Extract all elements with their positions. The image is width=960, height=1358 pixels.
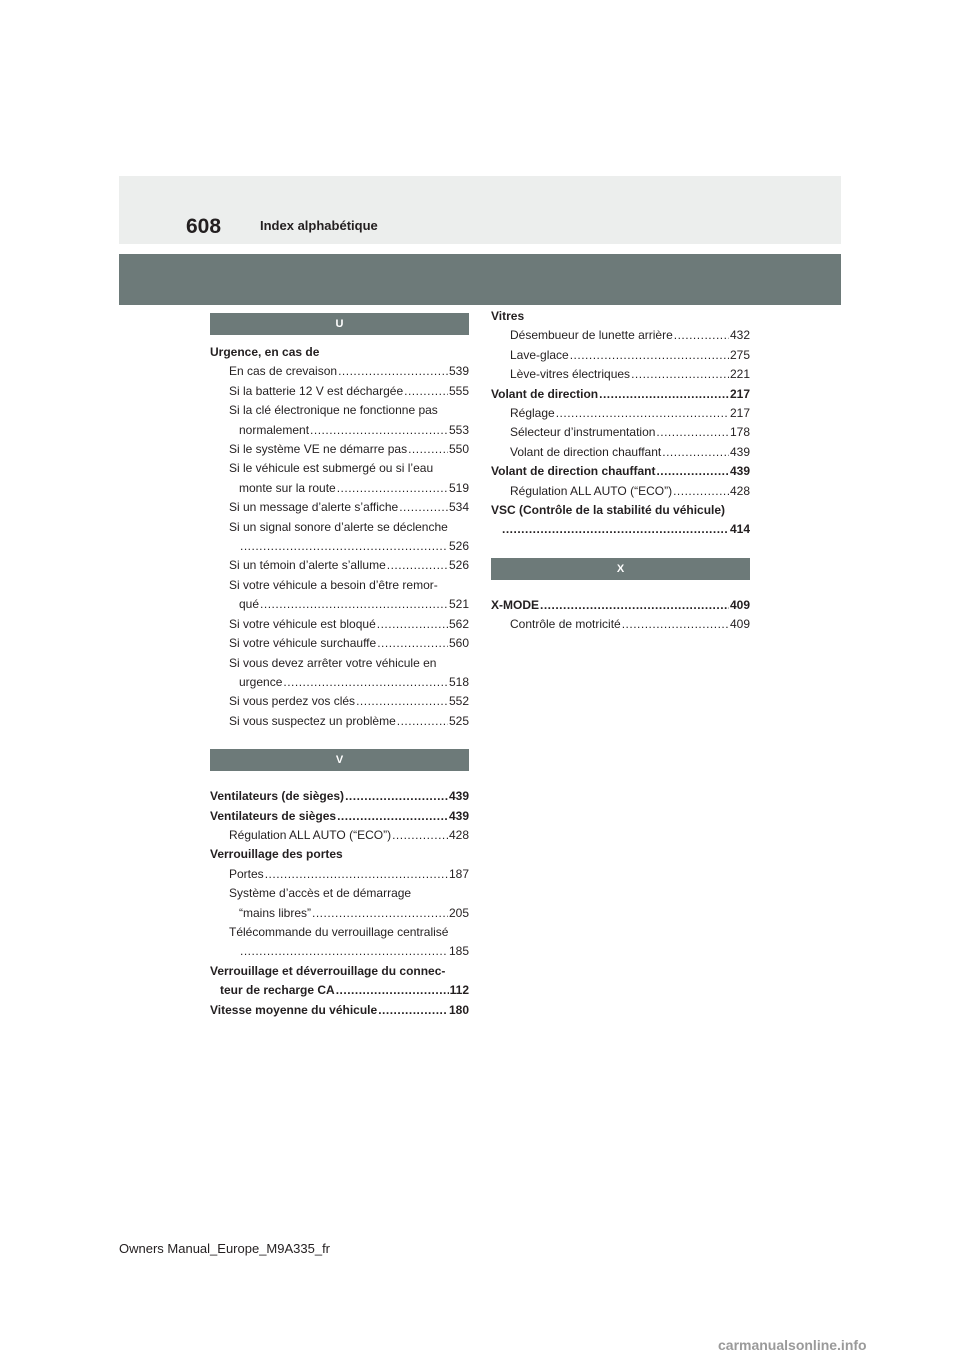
index-entry: [210, 421, 469, 440]
index-entry-text: X-MODE: [491, 597, 539, 612]
dot-leader: [404, 382, 448, 401]
index-entry: [491, 346, 750, 365]
dot-leader: [387, 556, 448, 575]
index-entry-page: 414: [729, 522, 750, 537]
index-entry-page: 525: [448, 713, 469, 728]
index-entry: [491, 365, 750, 384]
index-entry-list: [210, 787, 469, 1020]
index-entry: [210, 923, 469, 942]
dot-leader: [540, 596, 729, 615]
index-entry-page: 552: [448, 694, 469, 709]
index-entry: [210, 826, 469, 845]
index-entry-text: Système d’accès et de démarrage: [229, 886, 412, 901]
header-dark-band: [119, 254, 841, 305]
index-entry-page: 526: [448, 539, 469, 554]
letter-heading: V: [210, 749, 469, 771]
dot-leader: [399, 498, 448, 517]
index-entry-page: 112: [449, 983, 469, 998]
index-entry-page: 428: [448, 827, 469, 842]
index-entry-page: 550: [448, 442, 469, 457]
index-entry-page: 275: [729, 347, 750, 362]
index-entry-text: En cas de crevaison: [229, 364, 338, 379]
dot-leader: [378, 1001, 448, 1020]
dot-leader: [345, 787, 448, 806]
index-entry-page: 439: [448, 808, 469, 823]
index-entry-text: Urgence, en cas de: [210, 345, 320, 359]
dot-leader: [312, 904, 448, 923]
dot-leader: [260, 595, 448, 614]
index-entry-text: Réglage: [510, 406, 555, 421]
index-entry-page: 185: [448, 944, 469, 959]
index-entry-text: teur de recharge CA: [220, 983, 335, 998]
index-entry-page: 439: [729, 464, 750, 479]
index-entry-text: Sélecteur d’instrumentation: [510, 425, 656, 440]
letter-heading: U: [210, 313, 469, 335]
index-entry-page: 217: [729, 406, 750, 421]
dot-leader: [397, 712, 448, 731]
index-entry-page: 432: [729, 328, 750, 343]
index-entry: [210, 1001, 469, 1020]
index-entry-page: 409: [729, 617, 750, 632]
index-entry-page: 205: [448, 905, 469, 920]
index-entry-text: Vitesse moyenne du véhicule: [210, 1002, 378, 1017]
index-column-right: [491, 307, 750, 635]
dot-leader: [622, 615, 729, 634]
index-entry: [210, 904, 469, 923]
index-entry: [491, 596, 750, 615]
index-entry: [491, 307, 750, 326]
index-entry: [210, 459, 469, 478]
dot-leader: [502, 520, 729, 539]
index-entry-text: Lave-glace: [510, 347, 569, 362]
index-entry-page: 428: [729, 483, 750, 498]
index-entry-list: [491, 307, 750, 540]
dot-leader: [310, 421, 448, 440]
index-entry-text: Télécommande du verrouillage centralisé: [229, 924, 449, 939]
index-entry: [210, 865, 469, 884]
index-entry: [210, 479, 469, 498]
dot-leader: [337, 479, 448, 498]
index-entry-text: Verrouillage et déverrouillage du connec-: [210, 963, 446, 978]
index-entry: [491, 385, 750, 404]
index-entry: [210, 595, 469, 614]
index-entry-text: Si vous suspectez un problème: [229, 713, 396, 728]
index-entry: [491, 520, 750, 539]
index-entry: [210, 673, 469, 692]
page-number: 608: [186, 215, 222, 238]
index-entry: [491, 482, 750, 501]
index-entry-text: Si votre véhicule surchauffe: [229, 636, 377, 651]
index-entry-page: 439: [729, 444, 750, 459]
index-entry-text: urgence: [239, 674, 283, 689]
dot-leader: [240, 537, 448, 556]
index-entry-text: Portes: [229, 866, 264, 881]
letter-heading: X: [491, 558, 750, 580]
dot-leader: [356, 692, 448, 711]
dot-leader: [392, 826, 448, 845]
index-entry-page: 217: [729, 386, 750, 401]
index-entry: [210, 518, 469, 537]
index-entry: [210, 615, 469, 634]
dot-leader: [283, 673, 448, 692]
index-entry: [210, 556, 469, 575]
index-entry-text: Si vous devez arrêter votre véhicule en: [229, 655, 437, 670]
dot-leader: [377, 634, 448, 653]
dot-leader: [265, 865, 448, 884]
index-entry: [491, 501, 750, 520]
index-entry: [210, 981, 469, 1000]
index-entry: [210, 692, 469, 711]
dot-leader: [662, 443, 729, 462]
dot-leader: [674, 326, 729, 345]
watermark[interactable]: carmanualsonline.info: [718, 1337, 867, 1353]
index-entry-page: 560: [448, 636, 469, 651]
index-entry-page: 534: [448, 500, 469, 515]
dot-leader: [240, 942, 448, 961]
dot-leader: [377, 615, 448, 634]
index-entry: [210, 942, 469, 961]
index-entry-page: 180: [448, 1002, 469, 1017]
index-entry: [210, 576, 469, 595]
index-entry-page: 539: [448, 364, 469, 379]
index-entry-text: “mains libres”: [239, 905, 312, 920]
index-entry-text: Si votre véhicule a besoin d’être remor-: [229, 577, 438, 592]
dot-leader: [337, 807, 448, 826]
index-entry-text: Volant de direction: [491, 386, 599, 401]
index-entry: [210, 807, 469, 826]
index-entry-page: 221: [729, 367, 750, 382]
index-entry: [210, 884, 469, 903]
index-entry-text: Contrôle de motricité: [510, 617, 621, 632]
index-entry-text: Si un signal sonore d’alerte se déclenche: [229, 519, 448, 534]
dot-leader: [656, 462, 729, 481]
index-entry: [491, 326, 750, 345]
dot-leader: [336, 981, 449, 1000]
index-entry: [210, 362, 469, 381]
dot-leader: [631, 365, 729, 384]
index-entry: [210, 654, 469, 673]
index-entry-text: Si le système VE ne démarre pas: [229, 442, 408, 457]
index-entry-text: Vitres: [491, 309, 525, 323]
index-entry: [491, 404, 750, 423]
dot-leader: [408, 440, 448, 459]
index-entry: [491, 462, 750, 481]
index-entry-text: Ventilateurs de sièges: [210, 808, 337, 823]
index-entry-list: [491, 596, 750, 635]
index-entry-page: 526: [448, 558, 469, 573]
dot-leader: [656, 423, 729, 442]
section-title: Index alphabétique: [260, 218, 378, 233]
index-entry-text: Ventilateurs (de sièges): [210, 789, 345, 804]
index-entry-text: Lève-vitres électriques: [510, 367, 631, 382]
index-entry-text: Si vous perdez vos clés: [229, 694, 356, 709]
index-entry: [210, 845, 469, 864]
index-entry-page: 519: [448, 480, 469, 495]
index-entry: [210, 440, 469, 459]
header-band: [119, 176, 841, 244]
index-entry-page: 555: [448, 383, 469, 398]
index-entry: [210, 498, 469, 517]
index-entry: [210, 962, 469, 981]
index-entry-text: normalement: [239, 422, 310, 437]
index-entry: [210, 382, 469, 401]
index-entry-page: 178: [729, 425, 750, 440]
index-entry-text: Si un message d’alerte s’affiche: [229, 500, 399, 515]
index-entry-text: Volant de direction chauffant: [491, 464, 656, 479]
index-entry-text: monte sur la route: [239, 480, 336, 495]
index-entry-page: 187: [448, 866, 469, 881]
index-entry-page: 409: [729, 597, 750, 612]
index-entry: [491, 615, 750, 634]
index-entry-text: Si la clé électronique ne fonctionne pas: [229, 403, 438, 418]
index-entry: [210, 537, 469, 556]
index-entry-text: VSC (Contrôle de la stabilité du véhicule): [491, 503, 726, 518]
index-entry: [210, 634, 469, 653]
index-entry-list: [210, 343, 469, 731]
index-entry-text: Volant de direction chauffant: [510, 444, 662, 459]
dot-leader: [338, 362, 448, 381]
footer-document-id: Owners Manual_Europe_M9A335_fr: [119, 1241, 331, 1256]
index-entry: [491, 443, 750, 462]
index-entry-page: 521: [448, 597, 469, 612]
dot-leader: [673, 482, 729, 501]
index-column-left: [210, 313, 469, 1020]
index-entry: [210, 787, 469, 806]
index-entry-text: Si un témoin d’alerte s’allume: [229, 558, 386, 573]
index-entry-text: Régulation ALL AUTO (“ECO”): [229, 827, 392, 842]
index-entry-text: Désembueur de lunette arrière: [510, 328, 673, 343]
index-entry-text: Si le véhicule est submergé ou si l’eau: [229, 461, 434, 476]
index-entry-page: 518: [448, 674, 469, 689]
dot-leader: [556, 404, 729, 423]
index-entry-text: Régulation ALL AUTO (“ECO”): [510, 483, 673, 498]
index-entry: [210, 343, 469, 362]
index-entry-text: Si la batterie 12 V est déchargée: [229, 383, 404, 398]
index-entry-page: 553: [448, 422, 469, 437]
index-entry-text: Verrouillage des portes: [210, 847, 343, 862]
dot-leader: [570, 346, 729, 365]
index-entry: [210, 401, 469, 420]
index-entry: [491, 423, 750, 442]
index-entry-page: 439: [448, 789, 469, 804]
index-entry-text: Si votre véhicule est bloqué: [229, 616, 376, 631]
index-entry: [210, 712, 469, 731]
dot-leader: [599, 385, 729, 404]
index-entry-page: 562: [448, 616, 469, 631]
index-entry-text: qué: [239, 597, 260, 612]
